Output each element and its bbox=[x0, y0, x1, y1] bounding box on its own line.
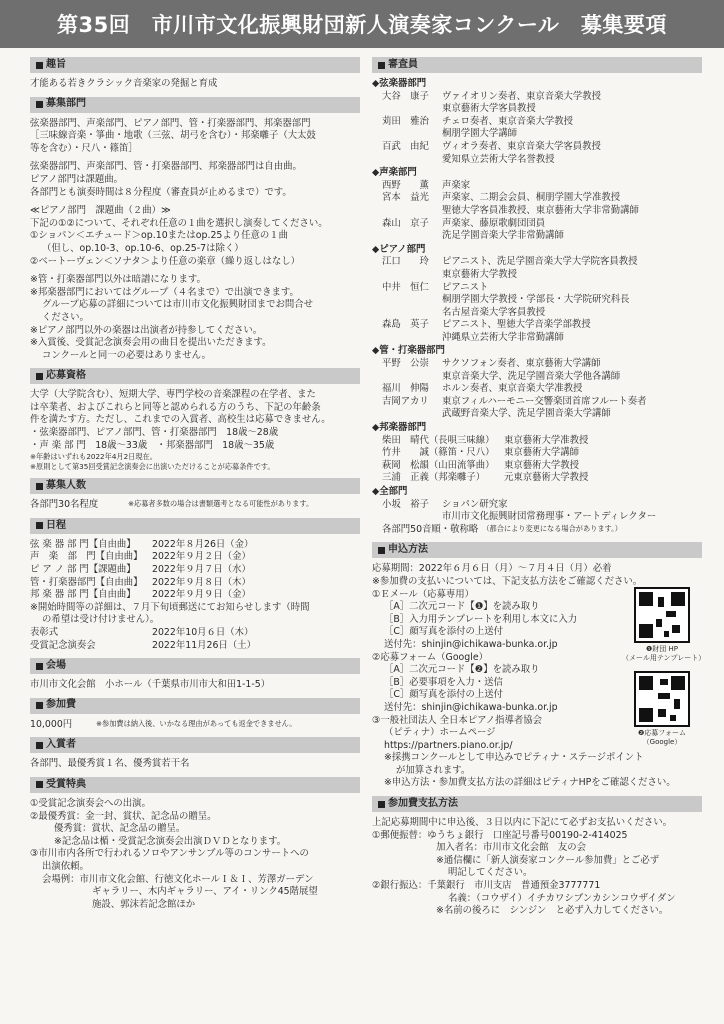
purpose-text: 才能ある若きクラシック音楽家の発掘と育成 bbox=[30, 78, 218, 89]
judge-name bbox=[372, 307, 442, 320]
judge-role: 武蔵野音楽大学、洗足学園音楽大学講師 bbox=[442, 408, 611, 420]
ptna-line: ③一般社団法人 全日本ピアノ指導者協会 bbox=[372, 714, 543, 726]
qr-caption: （Google） bbox=[642, 738, 682, 747]
judge-name bbox=[372, 230, 442, 243]
judge-name: 中井 恒仁 bbox=[382, 281, 429, 293]
judge-name bbox=[372, 205, 442, 218]
judge-row bbox=[372, 472, 702, 485]
judge-row bbox=[372, 447, 702, 460]
apply-email-step: ［C］顔写真を添付の上送付 bbox=[384, 626, 504, 638]
judge-row bbox=[372, 154, 702, 167]
judge-name: 苅田 雅治 bbox=[382, 115, 429, 127]
judge-name: 萩岡 松韻（山田流箏曲） bbox=[382, 459, 495, 471]
division-note: ください。 bbox=[42, 311, 89, 323]
section-head-benefits: 受賞特典 bbox=[30, 777, 360, 793]
judge-row bbox=[372, 435, 702, 448]
division-note: ※ピアノ部門以外の楽器は出演者が持参してください。 bbox=[30, 324, 263, 336]
judge-row bbox=[372, 511, 702, 524]
judge-name: 森島 英子 bbox=[382, 319, 429, 331]
square-icon bbox=[378, 62, 385, 69]
event-row: 受賞記念演奏会 2022年11月26日（土） bbox=[30, 639, 256, 651]
judge-role: ピアニスト bbox=[442, 281, 489, 293]
judge-row bbox=[372, 128, 702, 141]
division-line: 弦楽器部門、声楽部門、ピアノ部門、管・打楽器部門、邦楽器部門 bbox=[30, 117, 311, 129]
qr-code-form[interactable] bbox=[622, 671, 702, 747]
judge-row bbox=[372, 332, 702, 345]
section-head-apply: 申込方法 bbox=[372, 542, 702, 558]
benefit-line: ③市川市内各所で行われるソロやアンサンブル等のコンサートへの bbox=[30, 848, 309, 860]
judge-name: 森山 京子 bbox=[382, 217, 429, 229]
payment-line: 明記してください。 bbox=[448, 867, 533, 879]
winners-text: 各部門、最優秀賞１名、優秀賞若干名 bbox=[30, 758, 190, 770]
judge-role: ピアニスト、聖徳大学音楽学部教授 bbox=[442, 319, 591, 331]
benefit-line: 会場例：市川市文化会館、行徳文化ホールＩ＆Ｉ、芳澤ガーデン bbox=[42, 873, 314, 885]
division-line: ［三味線音楽・箏曲・地歌（三弦、胡弓を含む）・邦楽囃子（大太鼓 bbox=[30, 130, 316, 142]
qr-caption: ❷応募フォーム bbox=[638, 729, 686, 738]
judge-name bbox=[372, 511, 442, 524]
apply-period: 応募期間：2022年６月６日（月）～７月４日（月）必着 bbox=[372, 563, 612, 575]
square-icon bbox=[36, 373, 43, 380]
fee-row: 10,000円 ※参加費は納入後、いかなる理由があっても返金できません。 bbox=[30, 718, 297, 730]
square-icon bbox=[36, 781, 43, 788]
judge-name bbox=[372, 154, 442, 167]
judge-role: 声楽家、藤原歌劇団団員 bbox=[442, 217, 546, 229]
judges-order: 各部門50音順・敬称略 （都合により変更になる場合があります。） bbox=[382, 523, 622, 535]
apply-line: ※参加費の支払いについては、下記支払方法をご確認ください。 bbox=[372, 575, 643, 587]
square-icon bbox=[36, 62, 43, 69]
judge-row bbox=[372, 307, 702, 320]
judge-name: 柴田 晴代（長唄三味線） bbox=[382, 434, 495, 446]
judge-role: 洗足学園音楽大学非常勤講師 bbox=[442, 230, 564, 242]
apply-email-address[interactable]: 送付先：shinjin@ichikawa-bunka.or.jp bbox=[384, 638, 558, 650]
judge-role: 東京音楽大学、洗足学園音楽大学他各講師 bbox=[442, 370, 621, 382]
judge-name: 三浦 正義（邦楽囃子） bbox=[382, 472, 486, 484]
judge-row bbox=[372, 180, 702, 193]
piano-line: ①ショパン＜エチュード＞op.10またはop.25より任意の１曲 bbox=[30, 230, 289, 242]
judge-role: チェロ奏者、東京音楽大学教授 bbox=[442, 115, 573, 127]
eligibility-small-note: ※年齢はいずれも2022年4月2日現在。 bbox=[30, 452, 157, 462]
schedule-row: ピ ア ノ 部 門【課題曲】 2022年９月７日（水） bbox=[30, 564, 251, 576]
judge-row bbox=[372, 371, 702, 384]
apply-email-step: ［A］二次元コード【❶】を読み取り bbox=[384, 601, 540, 613]
schedule-note: の希望は受け付けません）。 bbox=[42, 614, 160, 626]
age-line: ・声 楽 部 門 18歳～33歳 ・邦楽器部門 18歳～35歳 bbox=[30, 439, 275, 451]
left-column bbox=[30, 57, 360, 911]
schedule-row: 声 楽 部 門【自由曲】 2022年９月２日（金） bbox=[30, 551, 251, 563]
apply-form-step: ［B］必要事項を入力・送信 bbox=[384, 676, 503, 688]
judge-role: 声楽家 bbox=[442, 179, 471, 191]
judge-role: 聖徳大学客員准教授、東京藝術大学非常勤講師 bbox=[442, 204, 639, 216]
division-note: ※邦楽器部門においてはグループ（４名まで）で出演できます。 bbox=[30, 286, 299, 298]
schedule-note: ※開始時間等の詳細は、７月下旬頃郵送にてお知らせします（時間 bbox=[30, 601, 310, 613]
judge-row bbox=[372, 460, 702, 473]
square-icon bbox=[36, 483, 43, 490]
judge-row bbox=[372, 358, 702, 371]
ptna-url[interactable]: https://partners.piano.or.jp/ bbox=[384, 739, 513, 751]
judge-name: 福川 伸陽 bbox=[382, 383, 429, 395]
division-note: ※管・打楽器部門以外は暗譜になります。 bbox=[30, 274, 206, 286]
judge-role: サクソフォン奏者、東京藝術大学講師 bbox=[442, 358, 601, 370]
apply-form-step: ［A］二次元コード【❷】を読み取り bbox=[384, 664, 540, 676]
judge-row bbox=[372, 383, 702, 396]
piano-line: 下記の①②について、それぞれ任意の１曲を選択し演奏してください。 bbox=[30, 217, 328, 229]
judge-row bbox=[372, 205, 702, 218]
age-line: ・弦楽器部門、ピアノ部門、管・打楽器部門 18歳～28歳 bbox=[30, 427, 279, 439]
piano-line: ②ベートーヴェン＜ソナタ＞より任意の楽章（繰り返しはなし） bbox=[30, 255, 301, 267]
judge-name bbox=[372, 103, 442, 116]
piano-line: ≪ピアノ部門 課題曲（２曲）≫ bbox=[30, 205, 171, 217]
judge-name: 西野 薫 bbox=[382, 179, 429, 191]
payment-line: 加入者名：市川市文化会館 友の会 bbox=[436, 842, 587, 854]
square-icon bbox=[378, 801, 385, 808]
qr-code-icon bbox=[634, 587, 690, 643]
payment-line: ②銀行振込：千葉銀行 市川支店 普通預金3777771 bbox=[372, 880, 601, 892]
square-icon bbox=[36, 101, 43, 108]
payment-line: ※名前の後ろに シンジン と必ず入力してください。 bbox=[436, 905, 669, 917]
judge-category: ◆管・打楽器部門 bbox=[372, 345, 445, 357]
judge-name: 大谷 康子 bbox=[382, 90, 429, 102]
payment-line: ※通信欄に「新人演奏家コンクール参加費」とご必ず bbox=[436, 854, 660, 866]
schedule-row: 管・打楽器部門【自由曲】 2022年９月８日（木） bbox=[30, 576, 251, 588]
judge-category: ◆弦楽器部門 bbox=[372, 78, 427, 89]
division-note: ※入賞後、受賞記念演奏会用の曲目を提出いただきます。 bbox=[30, 337, 272, 349]
judge-role: ショパン研究家 bbox=[442, 498, 508, 510]
judge-role: 桐朋学園大学教授・学部長・大学院研究科長 bbox=[442, 294, 630, 306]
section-head-schedule: 日程 bbox=[30, 518, 360, 534]
division-note: コンクールと同一の必要はありません。 bbox=[42, 349, 211, 361]
division-line: 弦楽器部門、声楽部門、管・打楽器部門、邦楽器部門は自由曲。 bbox=[30, 161, 302, 173]
judge-row bbox=[372, 218, 702, 231]
benefit-line: ①受賞記念演奏会への出演。 bbox=[30, 797, 151, 809]
judge-row bbox=[372, 256, 702, 269]
judge-role: 愛知県立芸術大学名誉教授 bbox=[442, 153, 555, 165]
judge-name bbox=[372, 294, 442, 307]
judge-row bbox=[372, 269, 702, 282]
judge-row bbox=[372, 141, 702, 154]
judge-category: ◆ピアノ部門 bbox=[372, 243, 426, 255]
judge-row bbox=[372, 282, 702, 295]
judge-role: 東京藝術大学教授 bbox=[504, 459, 580, 471]
apply-email-step: ［B］入力用テンプレートを利用し本文に入力 bbox=[384, 613, 578, 625]
page-title: 第35回 市川市文化振興財団新人演奏家コンクール 募集要項 bbox=[0, 0, 724, 48]
judge-name: 宮本 益光 bbox=[382, 192, 429, 204]
division-line: 等を含む）・尺八・篠笛］ bbox=[30, 142, 138, 154]
section-head-capacity: 募集人数 bbox=[30, 478, 360, 494]
judge-role: 沖縄県立芸術大学非常勤講師 bbox=[442, 331, 564, 343]
judge-category: ◆声楽部門 bbox=[372, 167, 417, 179]
schedule-row: 邦 楽 器 部 門【自由曲】 2022年９月９日（金） bbox=[30, 589, 251, 601]
payment-line: 名義：（コウザイ）イチカワシブンカシンコウザイダン bbox=[448, 892, 676, 904]
judge-row bbox=[372, 103, 702, 116]
judge-role: 元東京藝術大学教授 bbox=[504, 472, 589, 484]
judge-name bbox=[372, 269, 442, 282]
event-row: 表彰式 2022年10月６日（木） bbox=[30, 627, 254, 638]
benefit-line: ※記念品は楯・受賞記念演奏会出演ＤＶＤとなります。 bbox=[54, 835, 287, 847]
benefit-line: 優秀賞：賞状、記念品の贈呈。 bbox=[54, 823, 186, 835]
division-line: 各部門とも演奏時間は８分程度（審査員が止めるまで）です。 bbox=[30, 186, 292, 198]
capacity-row: 各部門30名程度 ※応募者多数の場合は書類選考となる可能性があります。 bbox=[30, 499, 314, 511]
judge-row bbox=[372, 294, 702, 307]
judge-role: 声楽家、二期会会員、桐朋学園大学准教授 bbox=[442, 192, 621, 204]
judge-role: 東京藝術大学客員教授 bbox=[442, 103, 536, 115]
apply-form-step: ［C］顔写真を添付の上送付 bbox=[384, 689, 504, 701]
apply-form-address[interactable]: 送付先：shinjin@ichikawa-bunka.or.jp bbox=[384, 701, 558, 713]
judge-role: ホルン奏者、東京音楽大学准教授 bbox=[442, 383, 583, 395]
judge-name: 百武 由紀 bbox=[382, 140, 429, 152]
judge-role: ピアニスト、洗足学園音楽大学大学院客員教授 bbox=[442, 256, 638, 268]
judge-row bbox=[372, 396, 702, 409]
judge-category: ◆全部門 bbox=[372, 486, 408, 497]
apply-line: ①Ｅメール（応募専用） bbox=[372, 588, 474, 600]
judge-role: 東京藝術大学講師 bbox=[504, 447, 580, 459]
judge-name: 江口 玲 bbox=[382, 256, 429, 268]
benefit-line: 施設、郭沫若記念館ほか bbox=[92, 898, 196, 910]
judge-role: ヴァイオリン奏者、東京音楽大学教授 bbox=[442, 90, 602, 102]
right-column bbox=[372, 57, 706, 918]
square-icon bbox=[36, 742, 43, 749]
judge-role: 東京藝術大学教授 bbox=[442, 268, 518, 280]
schedule-row: 弦 楽 器 部 門【自由曲】 2022年８月26日（金） bbox=[30, 538, 254, 550]
judge-role: 市川市文化振興財団常務理事・アートディレクター bbox=[442, 511, 657, 523]
apply-block bbox=[372, 563, 706, 790]
judge-name bbox=[372, 408, 442, 421]
judge-name bbox=[372, 371, 442, 384]
apply-form-head: ②応募フォーム（Google） bbox=[372, 651, 488, 663]
ptna-note: ※採携コンクールとして申込みでピティナ・ステージポイント bbox=[384, 752, 644, 764]
section-head-judges: 審査員 bbox=[372, 57, 702, 73]
section-head-payment: 参加費支払方法 bbox=[372, 796, 702, 812]
benefit-line: ②最優秀賞：金一封、賞状、記念品の贈呈。 bbox=[30, 810, 217, 822]
judge-role: 東京フィルハーモニー交響楽団首席フルート奏者 bbox=[442, 395, 647, 407]
section-head-divisions: 募集部門 bbox=[30, 97, 360, 113]
section-head-venue: 会場 bbox=[30, 658, 360, 674]
judge-role: 東京藝術大学准教授 bbox=[504, 434, 589, 446]
ptna-line: （ピティナ）ホームページ bbox=[384, 727, 496, 739]
judge-row bbox=[372, 230, 702, 243]
piano-line: （但し、op.10-3、op.10-6、op.25-7は除く） bbox=[42, 242, 244, 254]
judge-row bbox=[372, 499, 702, 512]
judge-role: ヴィオラ奏者、東京音楽大学客員教授 bbox=[442, 140, 601, 152]
square-icon bbox=[36, 702, 43, 709]
judge-row bbox=[372, 319, 702, 332]
qr-code-hp[interactable] bbox=[622, 587, 706, 663]
qr-caption: （メール用テンプレート） bbox=[622, 654, 706, 663]
judge-name bbox=[372, 332, 442, 345]
benefit-line: 出演依頼。 bbox=[42, 860, 89, 872]
square-icon bbox=[378, 547, 385, 554]
division-line: ピアノ部門は課題曲。 bbox=[30, 173, 123, 185]
judge-category: ◆邦楽器部門 bbox=[372, 422, 427, 434]
judge-name: 平野 公崇 bbox=[382, 358, 429, 370]
eligibility-line: 大学（大学院含む）、短期大学、専門学校の音楽課程の在学者、また bbox=[30, 389, 316, 401]
payment-line: ①郵便振替：ゆうちょ銀行 口座記号番号00190-2-414025 bbox=[372, 829, 628, 841]
judge-name: 小坂 裕子 bbox=[382, 498, 429, 510]
qr-code-icon bbox=[634, 671, 690, 727]
section-head-purpose: 趣旨 bbox=[30, 57, 360, 73]
venue-text: 市川市文化会館 小ホール（千葉県市川市大和田1-1-5） bbox=[30, 679, 271, 691]
section-head-winners: 入賞者 bbox=[30, 737, 360, 753]
square-icon bbox=[36, 522, 43, 529]
judge-role: 名古屋音楽大学客員教授 bbox=[442, 306, 546, 318]
judge-name: 吉岡アカリ bbox=[382, 395, 429, 407]
payment-line: 上記応募期間中に申込後、３日以内に下記にて必ずお支払いください。 bbox=[372, 817, 673, 829]
section-head-eligibility: 応募資格 bbox=[30, 368, 360, 384]
eligibility-line: は卒業者、およびこれらと同等と認められる方のうち、下記の年齢条 bbox=[30, 401, 321, 413]
judge-role: 桐朋学園大学講師 bbox=[442, 128, 518, 140]
judges-list bbox=[372, 78, 702, 524]
benefit-line: ギャラリー、木内ギャラリー、アイ・リンク45階展望 bbox=[92, 886, 318, 898]
square-icon bbox=[36, 663, 43, 670]
judge-row bbox=[372, 91, 702, 104]
judge-row bbox=[372, 116, 702, 129]
division-note: グループ応募の詳細については市川市文化振興財団までお問合せ bbox=[42, 299, 313, 311]
ptna-note: ※申込方法・参加費支払方法の詳細はピティナHPをご確認ください。 bbox=[384, 777, 676, 789]
ptna-note: が加算されます。 bbox=[396, 764, 471, 776]
qr-caption: ❶財団 HP bbox=[646, 645, 678, 654]
judge-name: 竹井 誠（篠笛・尺八） bbox=[382, 447, 495, 459]
section-head-fee: 参加費 bbox=[30, 698, 360, 714]
judge-row bbox=[372, 408, 702, 421]
judge-row bbox=[372, 192, 702, 205]
eligibility-small-note: ※原則として第35回受賞記念演奏会に出演いただけることが応募条件です。 bbox=[30, 462, 275, 472]
judge-name bbox=[372, 128, 442, 141]
eligibility-line: 件を満たす方。ただし、これまでの入賞者、高校生は応募できません。 bbox=[30, 414, 331, 426]
